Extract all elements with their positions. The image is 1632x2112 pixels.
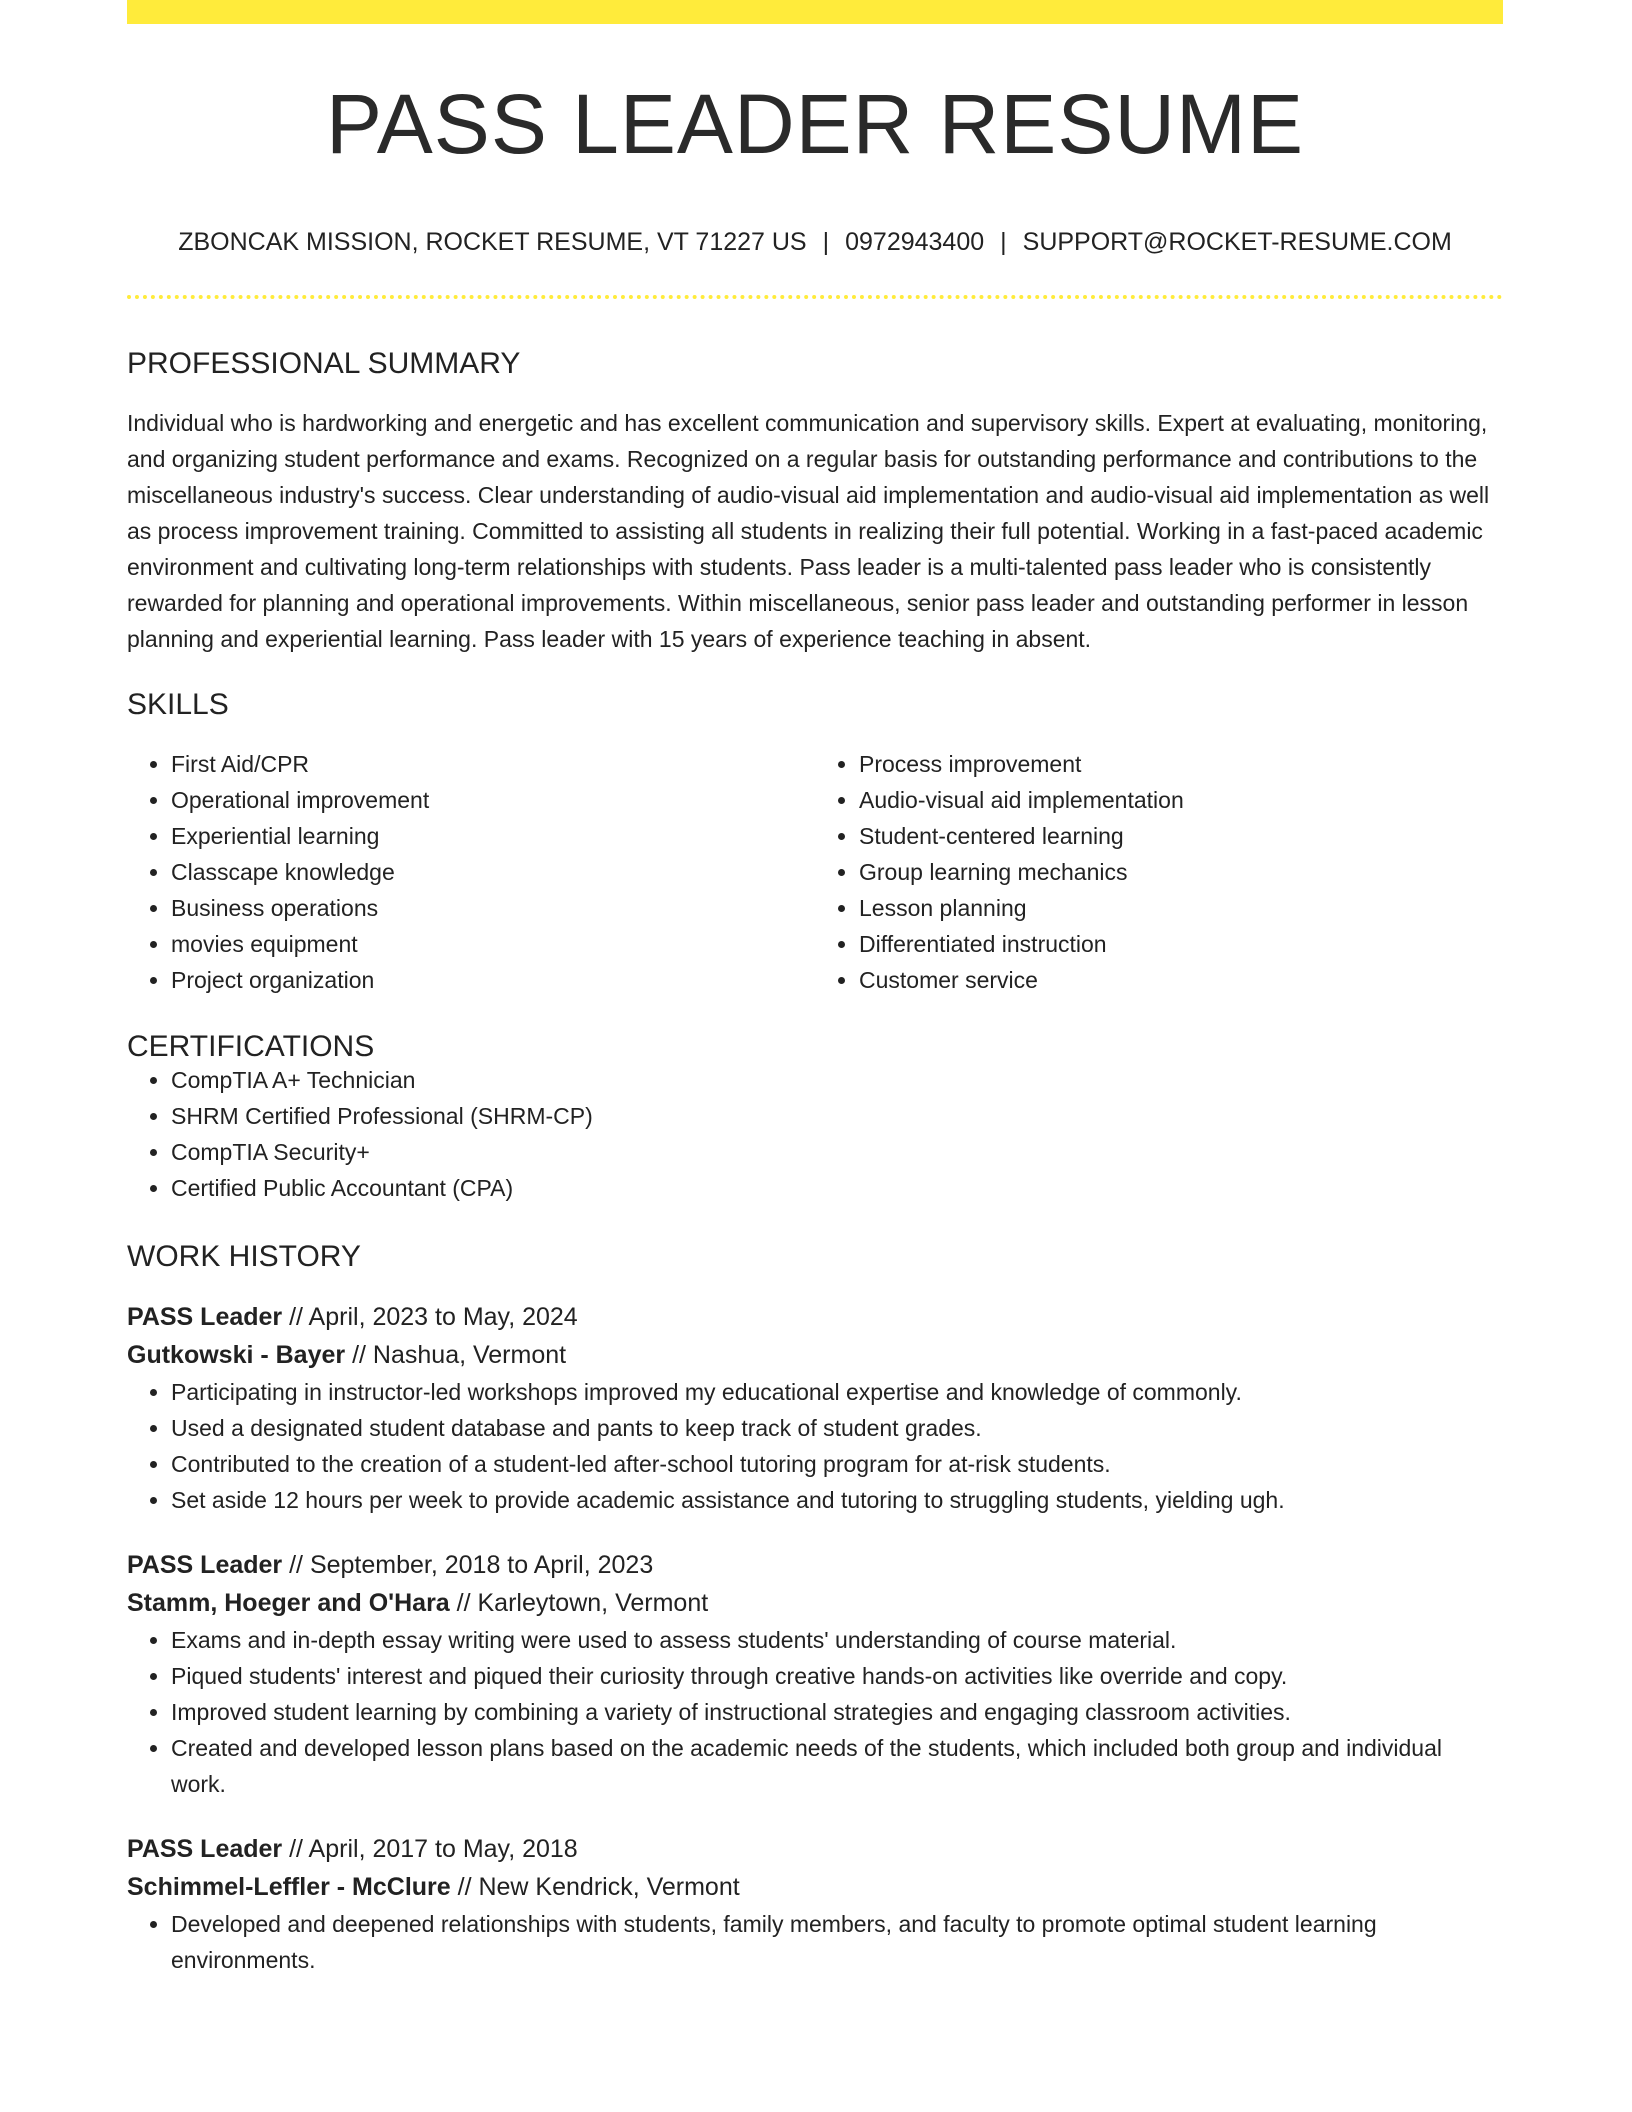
job-title-line	[127, 1830, 1503, 1868]
job-location: // Nashua, Vermont	[345, 1341, 567, 1369]
skill-item: • Customer service	[859, 962, 1503, 998]
skills-list-left	[127, 746, 815, 998]
job-title-line	[127, 1546, 1503, 1584]
skill-item: • Operational improvement	[171, 782, 815, 818]
skill-item: • Student-centered learning	[859, 818, 1503, 854]
certifications-heading: CERTIFICATIONS	[127, 1030, 375, 1063]
skill-item: • Project organization	[171, 962, 815, 998]
job-title: PASS Leader	[127, 1835, 283, 1863]
resume-title: PASS LEADER RESUME	[325, 77, 1305, 171]
certification-item: • CompTIA A+ Technician	[171, 1062, 1503, 1098]
certifications-list	[127, 1062, 1503, 1206]
contact-address: ZBONCAK MISSION, ROCKET RESUME, VT 71227 US	[178, 228, 807, 256]
certification-item: • CompTIA Security+	[171, 1134, 1503, 1170]
job-bullet: • Exams and in-depth essay writing were used to assess students' understanding of course material.	[171, 1622, 1503, 1658]
skill-item: • Experiential learning	[171, 818, 815, 854]
job-dates: // April, 2023 to May, 2024	[282, 1303, 578, 1331]
job-title-line	[127, 1298, 1503, 1336]
skills-list-right	[815, 746, 1503, 998]
job-title: PASS Leader	[127, 1303, 283, 1331]
job-company: Gutkowski - Bayer	[127, 1341, 346, 1369]
skill-item: • Lesson planning	[859, 890, 1503, 926]
work-history-heading: WORK HISTORY	[127, 1240, 361, 1273]
job-dates: // September, 2018 to April, 2023	[282, 1551, 654, 1579]
job-bullet: • Created and developed lesson plans based on the academic needs of the students, which included both group and individual work.	[171, 1730, 1503, 1802]
dotted-divider	[127, 295, 1503, 299]
skill-item: • Differentiated instruction	[859, 926, 1503, 962]
job-bullet: • Participating in instructor-led workshops improved my educational expertise and knowledge of commonly.	[171, 1374, 1503, 1410]
skills-grid	[127, 746, 1503, 998]
skill-item: • First Aid/CPR	[171, 746, 815, 782]
job-bullet: • Piqued students' interest and piqued their curiosity through creative hands-on activities like override and copy.	[171, 1658, 1503, 1694]
job-entry	[127, 1830, 1503, 1978]
skill-item: • Business operations	[171, 890, 815, 926]
certification-item: • Certified Public Accountant (CPA)	[171, 1170, 1503, 1206]
job-title: PASS Leader	[127, 1551, 283, 1579]
job-bullets	[127, 1906, 1503, 1978]
job-company: Stamm, Hoeger and O'Hara	[127, 1589, 450, 1617]
job-bullet: • Developed and deepened relationships with students, family members, and faculty to promote optimal student learning environments.	[171, 1906, 1503, 1978]
job-bullets	[127, 1374, 1503, 1518]
resume-page	[127, 0, 1503, 1978]
contact-email: SUPPORT@ROCKET-RESUME.COM	[1022, 228, 1452, 256]
job-bullets	[127, 1622, 1503, 1802]
job-location: // New Kendrick, Vermont	[450, 1873, 740, 1901]
summary-heading: PROFESSIONAL SUMMARY	[127, 347, 521, 380]
job-company-line	[127, 1584, 1503, 1622]
skill-item: • Classcape knowledge	[171, 854, 815, 890]
job-location: // Karleytown, Vermont	[449, 1589, 709, 1617]
job-company-line	[127, 1336, 1503, 1374]
skills-heading: SKILLS	[127, 688, 229, 721]
contact-separator: |	[1000, 228, 1007, 256]
certification-item: • SHRM Certified Professional (SHRM-CP)	[171, 1098, 1503, 1134]
skill-item: • Audio-visual aid implementation	[859, 782, 1503, 818]
job-company: Schimmel-Leffler - McClure	[127, 1873, 451, 1901]
job-bullet: • Set aside 12 hours per week to provide academic assistance and tutoring to struggling students, yielding ugh.	[171, 1482, 1503, 1518]
job-entry	[127, 1546, 1503, 1802]
skill-item: • Group learning mechanics	[859, 854, 1503, 890]
job-dates: // April, 2017 to May, 2018	[282, 1835, 578, 1863]
job-entry	[127, 1298, 1503, 1518]
summary-text: Individual who is hardworking and energetic and has excellent communication and supervisory skills. Expert at evaluating, monitoring, and organizing student performance and exams. Recognized on a regular basis for outstanding performance and contributions to the miscellaneous industry's success. Clear understanding of audio-visual aid implementation and audio-visual aid implementation as well as process improvement training. Committed to assisting all students in realizing their full potential. Working in a fast-paced academic environment and cultivating long-term relationships with students. Pass leader is a multi-talented pass leader who is consistently rewarded for planning and operational improvements. Within miscellaneous, senior pass leader and outstanding performer in lesson planning and experiential learning. Pass leader with 15 years of experience teaching in absent.	[127, 410, 1490, 652]
job-bullet: • Contributed to the creation of a student-led after-school tutoring program for at-risk students.	[171, 1446, 1503, 1482]
skill-item: • Process improvement	[859, 746, 1503, 782]
top-accent-bar	[127, 0, 1503, 24]
contact-line	[127, 230, 1503, 255]
contact-separator: |	[822, 228, 830, 256]
skill-item: • movies equipment	[171, 926, 815, 962]
contact-phone: 0972943400	[845, 228, 985, 256]
job-bullet: • Used a designated student database and pants to keep track of student grades.	[171, 1410, 1503, 1446]
job-bullet: • Improved student learning by combining a variety of instructional strategies and engaging classroom activities.	[171, 1694, 1503, 1730]
job-company-line	[127, 1868, 1503, 1906]
